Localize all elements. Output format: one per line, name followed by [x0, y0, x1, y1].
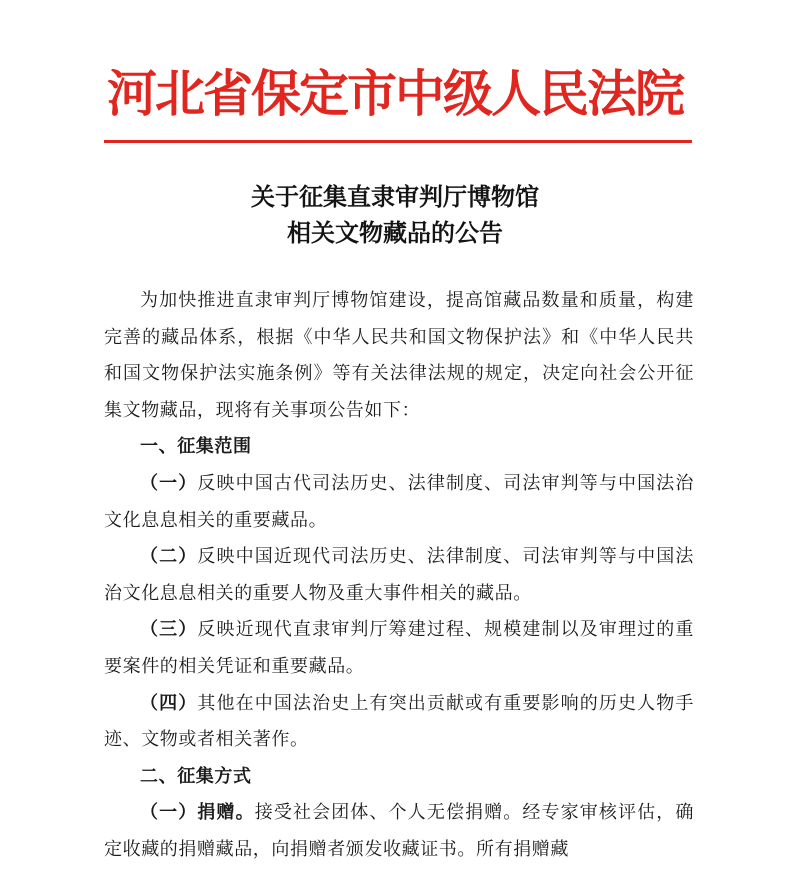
- notice-title-line-2: 相关文物藏品的公告: [287, 218, 503, 247]
- scope-item-2: [104, 539, 694, 612]
- notice-body: [104, 283, 694, 869]
- item-text: 反映中国古代司法历史、法律制度、司法审判等与中国法治文化息息相关的重要藏品。: [104, 472, 694, 531]
- section-heading-scope: 一、征集范围: [140, 436, 252, 458]
- item-text: 反映近现代直隶审判厅筹建过程、规模建制以及审理过的重要案件的相关凭证和重要藏品。: [104, 619, 694, 677]
- item-lead: 捐赠。: [197, 802, 255, 824]
- notice-title-line-1: 关于征集直隶审判厅博物馆: [251, 182, 539, 211]
- item-text: 其他在中国法治史上有突出贡献或有重要影响的历史人物手迹、文物或者相关著作。: [104, 692, 694, 751]
- scope-item-1: [104, 466, 694, 539]
- item-label: （四）: [140, 692, 198, 714]
- item-label: （二）: [140, 546, 198, 568]
- item-label: （一）: [140, 802, 198, 824]
- item-text: 接受社会团体、个人无偿捐赠。经专家审核评估，确定收藏的捐赠藏品，向捐赠者颁发收藏证书。所有捐赠藏: [104, 802, 694, 860]
- item-label: （三）: [140, 619, 198, 641]
- section-heading-method: 二、征集方式: [140, 765, 252, 787]
- intro-paragraph: 为加快推进直隶审判厅博物馆建设，提高馆藏品数量和质量，构建完善的藏品体系，根据《中华人民共和国文物保护法》和《中华人民共和国文物保护法实施条例》等有关法律法规的规定，决定向社会公开征集文物藏品，现将有关事项公告如下：: [104, 290, 694, 421]
- letterhead-red-rule: [104, 140, 692, 143]
- method-item-1: [104, 795, 694, 868]
- item-text: 反映中国近现代司法历史、法律制度、司法审判等与中国法治文化息息相关的重要人物及重大事件相关的藏品。: [104, 546, 694, 604]
- scope-item-3: [104, 612, 694, 685]
- scope-item-4: [104, 686, 694, 759]
- letterhead-org-name: 河北省保定市中级人民法院: [107, 64, 683, 123]
- item-label: （一）: [140, 472, 198, 494]
